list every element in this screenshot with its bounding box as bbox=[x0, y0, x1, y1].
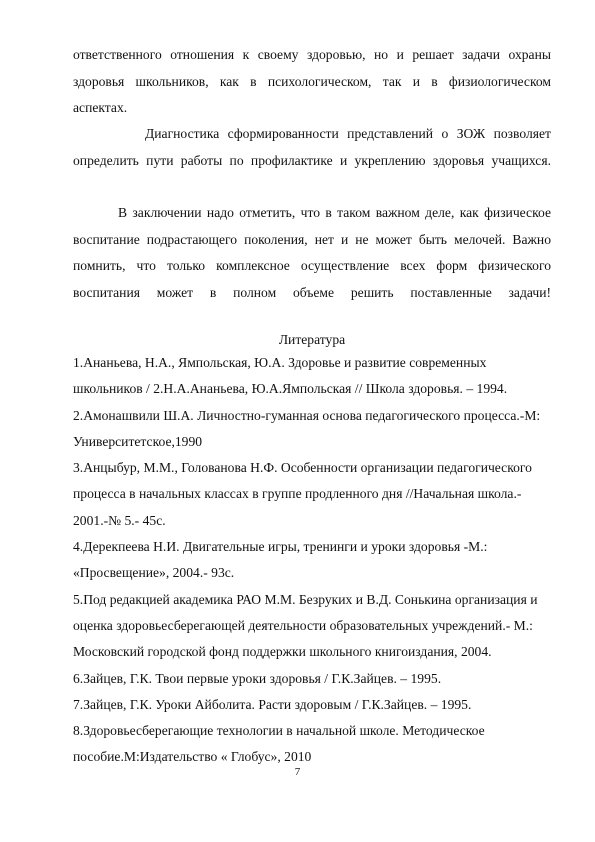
references-list bbox=[73, 350, 563, 771]
text-line: аспектах. bbox=[73, 100, 128, 115]
paragraph-conclusion bbox=[73, 200, 551, 306]
reference-line: пособие.М:Издательство « Глобус», 2010 bbox=[73, 749, 312, 765]
reference-line: школьников / 2.Н.А.Ананьева, Ю.А.Ямпольская // Школа здоровья. – 1994. bbox=[73, 381, 508, 397]
text-line: воспитания может в полном объеме решить поставленные задачи! bbox=[73, 284, 551, 300]
reference-line: процесса в начальных классах в группе продленного дня //Начальная школа.- bbox=[73, 486, 522, 502]
reference-line: Университетское,1990 bbox=[73, 433, 203, 449]
reference-line: 2001.-№ 5.- 45с. bbox=[73, 512, 166, 528]
references-heading: Литература bbox=[278, 332, 346, 347]
reference-line: 5.Под редакцией академика РАО М.М. Безруких и В.Д. Сонькина организация и bbox=[73, 591, 538, 607]
reference-line: Московский городской фонд поддержки школьного книгоиздания, 2004. bbox=[73, 644, 492, 660]
reference-line: «Просвещение», 2004.- 93с. bbox=[73, 565, 235, 581]
reference-line: 6.Зайцев, Г.К. Твои первые уроки здоровья / Г.К.Зайцев. – 1995. bbox=[73, 670, 442, 686]
text-line: определить пути работы по профилактике и укреплению здоровья учащихся. bbox=[73, 152, 551, 168]
reference-line: 1.Ананьева, Н.А., Ямпольская, Ю.А. Здоровье и развитие современных bbox=[73, 355, 487, 370]
paragraph-diagnostics bbox=[73, 121, 551, 174]
text-line: В заключении надо отметить, что в таком важном деле, как физическое bbox=[118, 205, 551, 220]
reference-line: 8.Здоровьесберегающие технологии в начальной школе. Методическое bbox=[73, 723, 485, 739]
text-line: здоровья школьников, как в психологическом, так и в физиологическом bbox=[73, 73, 551, 89]
reference-line: 3.Анцыбур, М.М., Голованова Н.Ф. Особенности организации педагогического bbox=[73, 460, 532, 476]
page-number: 7 bbox=[294, 766, 301, 778]
reference-line: 7.Зайцев, Г.К. Уроки Айболита. Расти здоровым / Г.К.Зайцев. – 1995. bbox=[73, 696, 472, 712]
text-line: воспитание подрастающего поколения, нет и не может быть мелочей. Важно bbox=[73, 231, 551, 247]
paragraph-health-attitude bbox=[73, 42, 551, 122]
reference-line: 2.Амонашвили Ш.А. Личностно-гуманная основа педагогического процесса.-М: bbox=[73, 407, 541, 423]
text-line: ответственного отношения к своему здоровью, но и решает задачи охраны bbox=[73, 47, 551, 62]
text-line: Диагностика сформированности представлений о ЗОЖ позволяет bbox=[145, 126, 551, 141]
text-line: помнить, что только комплексное осуществление всех форм физического bbox=[73, 258, 551, 273]
reference-line: 4.Дерекпеева Н.И. Двигательные игры, тренинги и уроки здоровья -М.: bbox=[73, 539, 488, 555]
reference-line: оценка здоровьесберегающей деятельности образовательных учреждений.- М.: bbox=[73, 617, 533, 633]
